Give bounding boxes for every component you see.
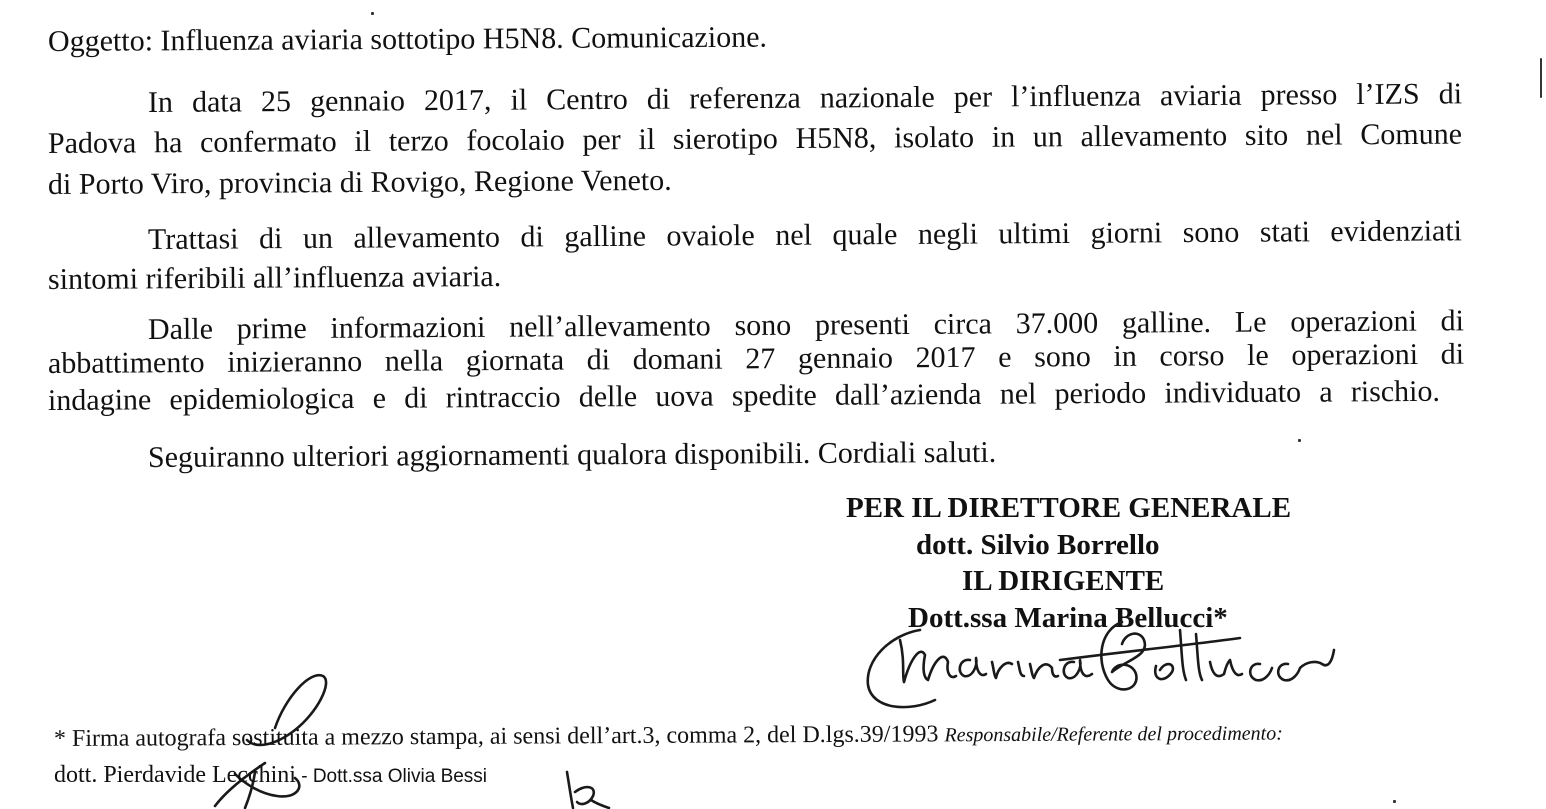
signature-name-director: dott. Silvio Borrello [916, 529, 1160, 561]
paragraph-3-line-2: abbattimento inizieranno nella giornata di domani 27 gennaio 2017 e sono in corso le operazioni di [47, 337, 1465, 380]
subject-line: Oggetto: Influenza aviaria sottotipo H5N8. Comunicazione. [47, 20, 768, 58]
scan-speck [371, 12, 374, 15]
paragraph-1-line-1: In data 25 gennaio 2017, il Centro di referenza nazionale per l’influenza aviaria presso l’IZS di [147, 77, 1463, 119]
scan-speck [1298, 439, 1301, 442]
name-separator: - [295, 766, 313, 787]
signature-title-dirigente: IL DIRIGENTE [962, 565, 1165, 597]
responsible-name: dott. Pierdavide Lecchini [54, 762, 296, 788]
footer-note-line [54, 718, 1283, 755]
footer-names-line [54, 760, 487, 792]
scan-speck [1393, 800, 1396, 803]
scan-speck [1540, 58, 1542, 98]
handwritten-signature [860, 600, 1360, 720]
paragraph-3-line-1: Dalle prime informazioni nell’allevamento sono presenti circa 37.000 galline. Le operazioni di [147, 304, 1465, 346]
signature-title-director: PER IL DIRETTORE GENERALE [846, 492, 1292, 524]
referent-name: Dott.ssa Olivia Bessi [312, 766, 488, 787]
signature-name-dirigente: Dott.ssa Marina Bellucci* [908, 602, 1228, 634]
closing-line: Seguiranno ulteriori aggiornamenti qualora disponibili. Cordiali saluti. [147, 435, 997, 474]
paragraph-1-line-2: Padova ha confermato il terzo focolaio per il sierotipo H5N8, isolato in un allevamento sito nel Comune [47, 117, 1463, 160]
handwritten-mark [555, 770, 615, 809]
responsible-label: Responsabile/Referente del procedimento: [944, 722, 1283, 747]
paragraph-1-line-3: di Porto Viro, provincia di Rovigo, Regione Veneto. [47, 163, 672, 201]
paragraph-3-line-3: indagine epidemiologica e di rintraccio delle uova spedite dall’azienda nel periodo individuato a rischio. [47, 374, 1441, 417]
signature-note: * Firma autografa sostituita a mezzo stampa, ai sensi dell’art.3, comma 2, del D.lgs.39/1993 [53, 721, 939, 752]
paragraph-2-line-1: Trattasi di un allevamento di galline ovaiole nel quale negli ultimi giorni sono stati evidenziati [147, 214, 1463, 256]
paragraph-2-line-2: sintomi riferibili all’influenza aviaria. [47, 259, 502, 296]
